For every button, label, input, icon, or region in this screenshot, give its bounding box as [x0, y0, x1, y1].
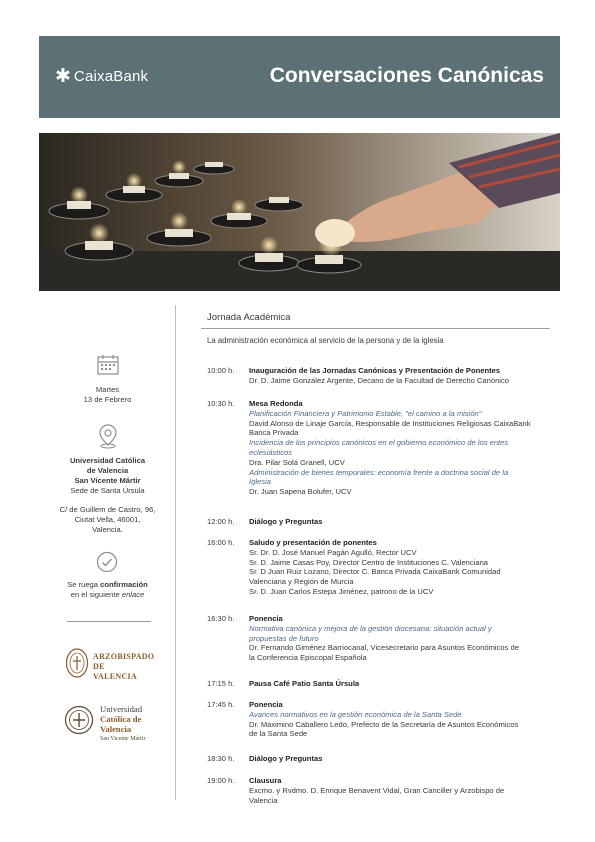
caixabank-logo[interactable] [55, 67, 148, 86]
schedule-title: Clausura [249, 776, 282, 785]
sidebar-divider [67, 621, 151, 622]
address-line-2: Ciutat Vella, 46001, [74, 515, 141, 524]
event-divider [201, 328, 550, 329]
rsvp-link[interactable]: enlace [121, 590, 145, 599]
schedule-line: Excmo. y Rvdmo. D. Enrique Benavent Vidal, Gran Canciller y Arzobispo de [249, 785, 505, 795]
date-day: 13 de Febrero [83, 395, 132, 404]
schedule-time: 12:00 h. [207, 517, 235, 526]
org2-line-1: Universidad [100, 704, 143, 714]
schedule-time: 16:00 h. [207, 538, 235, 547]
schedule-line: Dr. Juan Sapena Bolufer, UCV [249, 487, 352, 497]
ucv-seal-icon [64, 705, 94, 740]
schedule-line: eclesiásticos [249, 447, 293, 457]
schedule-title: Ponencia [249, 614, 283, 623]
schedule-line: Dra. Pilar Solá Granell, UCV [249, 457, 345, 467]
schedule-line: Normativa canónica y mejora de la gestión diocesana: situación actual y [249, 623, 492, 633]
schedule-line: Incidencia de los principios canónicos en el gobierno económico de los entes [249, 438, 509, 448]
schedule-time: 10:30 h. [207, 399, 235, 408]
schedule-line: la Conferencia Episcopal Española [249, 653, 367, 663]
location-pin-icon [96, 423, 120, 454]
schedule-line: Valenciana y Región de Murcia [249, 577, 354, 587]
rsvp-line-2 [45, 590, 170, 600]
address-line-3: Valencia. [92, 525, 123, 534]
schedule-line: Iglesia [249, 477, 271, 487]
schedule-line: Dr. D. Jaime González Argente, Decano de la Facultad de Derecho Canónico [249, 375, 510, 385]
venue-block [45, 456, 170, 496]
schedule-line: Sr. Dr. D. José Manuel Pagán Agulló, Rector UCV [249, 547, 417, 557]
venue-line-2: de Valencia [86, 466, 129, 475]
schedule-time: 17:45 h. [207, 700, 235, 709]
arzobispado-name [93, 652, 154, 682]
event-subtitle: La administración económica al servicio de la persona y de la iglesia [207, 336, 444, 345]
venue-line-3: San Vicente Mártir [74, 476, 141, 485]
org1-line-1: ARZOBISPADO [93, 652, 155, 661]
schedule-title: Inauguración de las Jornadas Canónicas y Presentación de Ponentes [249, 366, 501, 375]
hero-image-candles [39, 133, 560, 291]
ucv-name [100, 704, 146, 744]
schedule-title: Diálogo y Preguntas [249, 754, 323, 763]
org2-line-4: San Vicente Mártir [100, 736, 146, 742]
date-weekday: Martes [95, 385, 120, 394]
schedule-line: Valencia [249, 795, 278, 805]
rsvp-text-2: en el siguiente [70, 590, 122, 599]
schedule-title: Diálogo y Preguntas [249, 517, 323, 526]
schedule-line: Sr. D. Jaime Casas Poy, Director Centro de Instituciones C. Valenciana [249, 557, 489, 567]
rsvp-block [45, 580, 170, 600]
calendar-icon [96, 353, 120, 382]
arzobispado-seal-icon [65, 648, 89, 683]
schedule-line: Dr. Fernando Giménez Barriocanal, Vicesecretario para Asuntos Económicos de [249, 643, 519, 653]
rsvp-line-1 [45, 580, 170, 590]
address-line-1: C/ de Guillem de Castro, 96, [59, 505, 156, 514]
schedule-title: Saludo y presentación de ponentes [249, 538, 377, 547]
org2-line-3: Valencia [100, 724, 132, 734]
event-type: Jornada Académica [207, 312, 291, 323]
check-circle-icon [96, 551, 118, 578]
schedule-time: 16:30 h. [207, 614, 235, 623]
venue-line-1: Universidad Católica [69, 456, 146, 465]
schedule-title: Ponencia [249, 700, 283, 709]
schedule-line: de la Santa Sede [249, 729, 308, 739]
schedule-line: Administración de bienes temporales: economía frente a doctrina social de la [249, 467, 509, 477]
venue-line-4: Sede de Santa Úrsula [70, 486, 145, 495]
schedule-line: Banca Privada [249, 428, 299, 438]
schedule-line: David Alonso de Linaje García, Responsable de Instituciones Religiosas CaixaBank [249, 418, 531, 428]
brand-name: CaixaBank [73, 68, 149, 85]
rsvp-bold: confirmación [100, 580, 148, 589]
schedule-line: Sr. D Juan Ruiz Lozano, Director C. Banca Privada CaixaBank Comunidad [249, 567, 501, 577]
schedule-line: Sr. D. Juan Carlos Estepa Jiménez, patrono de la UCV [249, 586, 434, 596]
header-banner [39, 36, 560, 118]
org1-line-2: DE [93, 662, 105, 671]
schedule-time: 18:30 h. [207, 754, 235, 763]
schedule-title: Pausa Café Patio Santa Úrsula [249, 679, 360, 688]
org1-line-3: VALENCIA [93, 672, 138, 681]
schedule-line: Planificación Financiera y Patrimonio Estable, "el camino a la misión" [249, 408, 482, 418]
schedule-time: 17:15 h. [207, 679, 235, 688]
schedule-time: 10:00 h. [207, 366, 235, 375]
rsvp-text: Se ruega [67, 580, 101, 589]
event-date [45, 385, 170, 405]
column-divider [175, 305, 176, 800]
schedule-time: 19:00 h. [207, 776, 235, 785]
page-title: Conversaciones Canónicas [269, 64, 544, 87]
schedule-title: Mesa Redonda [249, 399, 303, 408]
schedule-line: Avances normativos en la gestión económica de la Santa Sede [249, 709, 462, 719]
schedule-line: Dr. Maximino Caballero Ledo, Prefecto de la Secretaría de Asuntos Económicos [249, 719, 519, 729]
org2-line-2: Católica de [100, 714, 142, 724]
star-icon: ✱ [55, 66, 71, 87]
address-block [45, 505, 170, 535]
schedule-line: propuestas de futuro [249, 633, 319, 643]
